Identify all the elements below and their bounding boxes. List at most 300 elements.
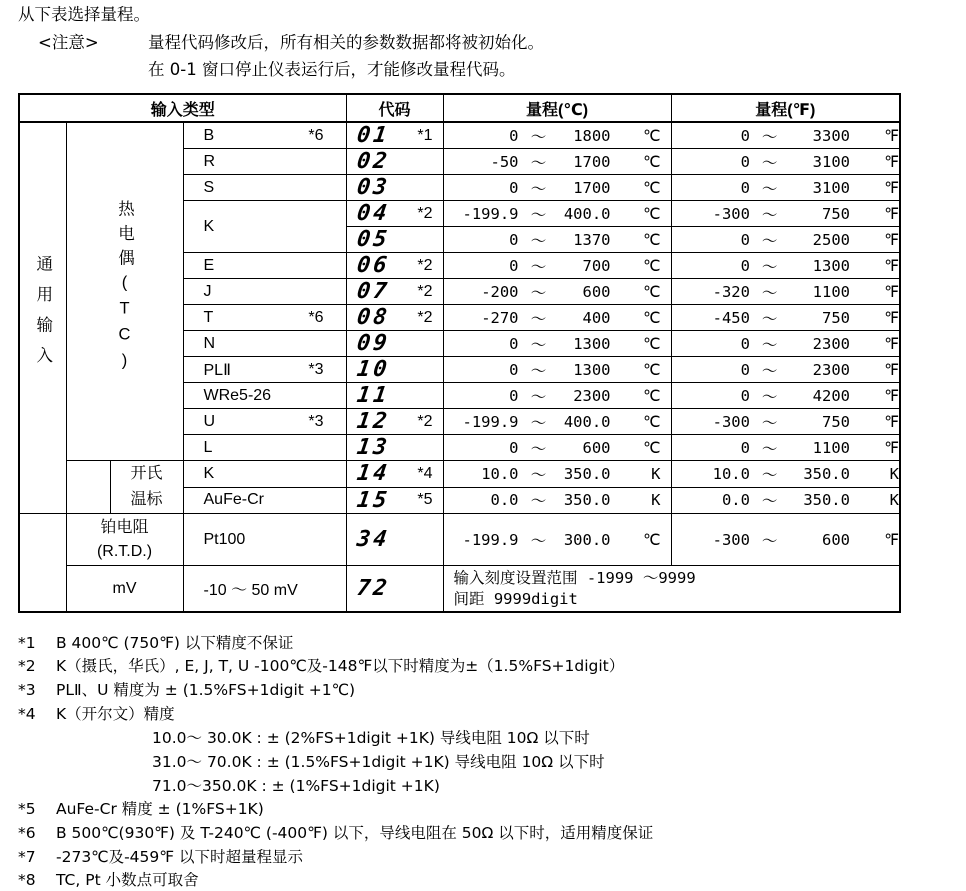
range-tilde: ～ <box>530 413 547 432</box>
range-low: -199.9 <box>462 204 519 223</box>
code-cell <box>346 253 443 279</box>
group-kelvin-line1: 开氏 <box>130 465 163 482</box>
type-name: WRe5-26 <box>203 386 272 404</box>
code-cell <box>346 487 443 514</box>
range-low: -199.9 <box>462 412 519 431</box>
range-unit: K <box>889 464 900 483</box>
type-name: PLⅡ <box>203 361 231 379</box>
range-high: 2300 <box>812 360 850 379</box>
footnote-text: TC, Pt 小数点可取舍 <box>56 871 199 889</box>
code-cell <box>346 305 443 331</box>
range-values <box>444 255 671 277</box>
range-values <box>444 307 671 329</box>
range-c-cell <box>443 253 671 279</box>
footnote-line <box>18 702 175 724</box>
code-cell <box>346 383 443 409</box>
range-values <box>444 385 671 407</box>
footnote-line <box>18 845 303 867</box>
range-code: 09 <box>354 331 391 356</box>
range-f-cell <box>671 383 900 409</box>
type-name-cell <box>183 279 346 305</box>
range-low: 0.0 <box>721 491 750 510</box>
range-values <box>444 411 671 433</box>
range-low: -450 <box>712 308 750 327</box>
code-cell <box>346 175 443 201</box>
range-unit: ℉ <box>884 178 900 197</box>
range-code: 02 <box>354 149 391 174</box>
header-range-f: 量程(℉) <box>671 94 900 122</box>
range-high: 3300 <box>812 126 850 145</box>
type-name: U <box>203 412 216 430</box>
code-cell <box>346 149 443 175</box>
mv-desc-2: 间距 9999digit <box>453 589 578 608</box>
range-c-cell <box>443 514 671 566</box>
range-unit: ℉ <box>884 204 900 223</box>
range-unit: ℉ <box>884 334 900 353</box>
range-unit: ℃ <box>643 360 661 379</box>
range-code: 08 <box>354 305 391 330</box>
range-unit: ℃ <box>643 530 661 549</box>
range-c-cell <box>443 357 671 383</box>
range-low: -320 <box>712 282 750 301</box>
range-tilde: ～ <box>530 231 547 250</box>
range-tilde: ～ <box>530 492 547 511</box>
range-f-cell <box>671 514 900 566</box>
footnote-line <box>152 726 590 748</box>
group-tc: 热电偶(TC) <box>115 200 134 378</box>
footnote-line <box>18 678 355 700</box>
range-tilde: ～ <box>530 361 547 380</box>
footnote-key: *8 <box>18 871 36 889</box>
range-high: 2300 <box>812 334 850 353</box>
code-note: *2 <box>417 282 433 300</box>
range-values <box>672 333 900 355</box>
footnote-text: B 400℃ (750℉) 以下精度不保证 <box>56 634 294 652</box>
range-tilde: ～ <box>761 179 778 198</box>
range-unit: ℃ <box>643 126 661 145</box>
table-row <box>19 122 900 149</box>
range-low: 0 <box>740 438 750 457</box>
type-name: B <box>203 126 215 144</box>
range-low: 0 <box>740 334 750 353</box>
range-high: 300.0 <box>563 530 611 549</box>
range-low: 0 <box>740 256 750 275</box>
range-f-cell <box>671 357 900 383</box>
type-note: *6 <box>308 126 324 144</box>
range-tilde: ～ <box>761 257 778 276</box>
range-c-cell <box>443 175 671 201</box>
range-code: 07 <box>354 279 391 304</box>
code-cell <box>346 566 443 613</box>
type-name: S <box>203 178 215 196</box>
code-note: *2 <box>417 204 433 222</box>
code-cell <box>346 227 443 253</box>
rtd-label-2: (R.T.D.) <box>96 542 153 560</box>
range-code: 10 <box>354 357 391 382</box>
range-high: 600 <box>582 438 611 457</box>
range-tilde: ～ <box>530 335 547 354</box>
footnote-line <box>18 821 653 843</box>
range-tilde: ～ <box>761 439 778 458</box>
intro-title: 从下表选择量程。 <box>18 5 150 24</box>
range-high: 1300 <box>573 334 611 353</box>
range-values <box>672 489 900 511</box>
range-values <box>672 281 900 303</box>
range-tilde: ～ <box>530 205 547 224</box>
range-tilde: ～ <box>530 127 547 146</box>
range-values <box>672 411 900 433</box>
range-tilde: ～ <box>530 309 547 328</box>
range-values <box>444 151 671 173</box>
range-f-cell <box>671 409 900 435</box>
range-code: 11 <box>354 383 391 408</box>
type-name: Pt100 <box>203 530 246 548</box>
range-tilde: ～ <box>761 283 778 302</box>
table-header-row <box>19 94 900 122</box>
range-unit: ℃ <box>643 178 661 197</box>
note-line-2: 在 0-1 窗口停止仪表运行后，才能修改量程代码。 <box>148 60 516 79</box>
range-low: -300 <box>712 412 750 431</box>
code-note: *1 <box>417 126 433 144</box>
range-f-cell <box>671 227 900 253</box>
type-name: N <box>203 334 216 352</box>
range-unit: ℉ <box>884 126 900 145</box>
range-values <box>672 255 900 277</box>
range-unit: ℉ <box>884 530 900 549</box>
range-c-cell <box>443 279 671 305</box>
range-values <box>672 203 900 225</box>
type-name-cell <box>183 357 346 383</box>
range-low: 0 <box>509 256 519 275</box>
range-high: 3100 <box>812 152 850 171</box>
range-tilde: ～ <box>530 531 547 550</box>
range-low: 0 <box>740 126 750 145</box>
range-values <box>444 359 671 381</box>
code-note: *4 <box>417 464 433 482</box>
footnote-key: *5 <box>18 800 36 818</box>
type-note: *6 <box>308 308 324 326</box>
range-tilde: ～ <box>761 465 778 484</box>
range-tilde: ～ <box>761 531 778 550</box>
range-unit: ℉ <box>884 256 900 275</box>
footnote-line <box>152 774 440 796</box>
type-name: K <box>203 217 215 235</box>
range-high: 600 <box>821 530 850 549</box>
range-values <box>672 125 900 147</box>
range-f-cell <box>671 122 900 149</box>
range-high: 350.0 <box>803 491 850 510</box>
range-unit: ℃ <box>643 438 661 457</box>
code-cell <box>346 279 443 305</box>
range-high: 350.0 <box>563 464 611 483</box>
range-high: 400.0 <box>563 412 611 431</box>
range-values <box>672 463 900 485</box>
type-name-cell <box>183 331 346 357</box>
range-c-cell <box>443 122 671 149</box>
mv-desc-1: 输入刻度设置范围 -1999 ～9999 <box>453 568 696 587</box>
range-high: 400 <box>582 308 611 327</box>
type-name-cell <box>183 149 346 175</box>
type-name-cell <box>183 383 346 409</box>
table-row <box>19 461 900 488</box>
header-code: 代码 <box>346 94 443 122</box>
range-high: 400.0 <box>563 204 611 223</box>
range-c-cell <box>443 383 671 409</box>
range-values <box>444 529 671 551</box>
range-code: 06 <box>354 253 391 278</box>
range-tilde: ～ <box>761 387 778 406</box>
range-values <box>672 177 900 199</box>
range-values <box>672 437 900 459</box>
range-values <box>672 529 900 551</box>
range-tilde: ～ <box>761 361 778 380</box>
range-low: 0 <box>509 178 519 197</box>
range-low: 0 <box>509 230 519 249</box>
code-cell <box>346 357 443 383</box>
range-low: -200 <box>481 282 519 301</box>
range-tilde: ～ <box>761 231 778 250</box>
range-low: 0 <box>740 178 750 197</box>
range-unit: ℉ <box>884 152 900 171</box>
range-c-cell <box>443 461 671 488</box>
note-label: <注意> <box>38 33 99 52</box>
footnote-key: *6 <box>18 824 36 842</box>
range-unit: ℃ <box>643 230 661 249</box>
type-name-cell <box>183 305 346 331</box>
range-high: 350.0 <box>563 491 611 510</box>
range-table <box>18 93 901 613</box>
range-tilde: ～ <box>530 153 547 172</box>
range-low: 0 <box>740 230 750 249</box>
range-f-cell <box>671 175 900 201</box>
type-name: E <box>203 256 215 274</box>
range-unit: ℃ <box>643 308 661 327</box>
range-high: 1300 <box>573 360 611 379</box>
range-values <box>672 385 900 407</box>
range-unit: ℉ <box>884 386 900 405</box>
range-values <box>444 333 671 355</box>
range-low: 0 <box>509 334 519 353</box>
range-tilde: ～ <box>530 179 547 198</box>
range-low: 0 <box>509 386 519 405</box>
range-low: 0 <box>740 386 750 405</box>
range-f-cell <box>671 201 900 227</box>
group-kelvin-cell <box>110 461 183 514</box>
range-tilde: ～ <box>530 465 547 484</box>
range-tilde: ～ <box>761 492 778 511</box>
range-low: -300 <box>712 204 750 223</box>
range-c-cell <box>443 435 671 461</box>
range-c-cell <box>443 487 671 514</box>
range-high: 2300 <box>573 386 611 405</box>
range-high: 1370 <box>573 230 611 249</box>
code-cell <box>346 435 443 461</box>
range-low: 0 <box>509 438 519 457</box>
range-high: 1800 <box>573 126 611 145</box>
range-unit: K <box>889 491 900 510</box>
type-name: AuFe-Cr <box>203 491 264 509</box>
code-cell <box>346 461 443 488</box>
type-name-cell <box>183 435 346 461</box>
range-unit: ℉ <box>884 360 900 379</box>
code-cell <box>346 331 443 357</box>
footnote-text: AuFe-Cr 精度 ± (1%FS+1K) <box>56 800 264 818</box>
type-name-cell <box>183 461 346 488</box>
type-name-cell <box>183 566 346 613</box>
footnote-text: 31.0～ 70.0K : ± (1.5%FS+1digit +1K) 导线电阻 10Ω 以下时 <box>152 753 605 771</box>
range-unit: ℉ <box>884 308 900 327</box>
range-high: 700 <box>582 256 611 275</box>
header-range-c: 量程(℃) <box>443 94 671 122</box>
range-low: 0.0 <box>490 491 519 510</box>
range-high: 1100 <box>812 282 850 301</box>
code-note: *2 <box>417 256 433 274</box>
range-f-cell <box>671 461 900 488</box>
range-unit: ℃ <box>643 334 661 353</box>
range-high: 4200 <box>812 386 850 405</box>
range-c-cell <box>443 227 671 253</box>
range-tilde: ～ <box>761 127 778 146</box>
code-cell <box>346 514 443 566</box>
range-values <box>444 463 671 485</box>
type-name: K <box>203 464 215 482</box>
range-unit: K <box>651 491 661 510</box>
group-general-cell <box>19 122 66 514</box>
range-unit: ℃ <box>643 204 661 223</box>
range-low: -300 <box>712 530 750 549</box>
range-low: 0 <box>740 152 750 171</box>
footnote-line <box>18 631 293 653</box>
range-values <box>444 229 671 251</box>
footnote-key: *1 <box>18 634 36 652</box>
type-name-cell <box>183 253 346 279</box>
type-name: T <box>203 308 214 326</box>
type-note: *3 <box>308 412 324 430</box>
range-unit: ℉ <box>884 230 900 249</box>
footnote-key: *7 <box>18 848 36 866</box>
range-code: 72 <box>354 576 391 601</box>
range-tilde: ～ <box>761 335 778 354</box>
type-name-cell <box>183 122 346 149</box>
footnote-text: -273℃及-459℉ 以下时超量程显示 <box>56 848 303 866</box>
footnote-text: 71.0～350.0K : ± (1%FS+1digit +1K) <box>152 777 440 795</box>
range-unit: ℃ <box>643 152 661 171</box>
range-code: 01 <box>354 123 391 148</box>
group-general-cont <box>19 514 66 613</box>
type-name: J <box>203 282 212 300</box>
range-code: 34 <box>354 527 391 552</box>
range-c-cell <box>443 201 671 227</box>
range-values <box>444 281 671 303</box>
code-cell <box>346 122 443 149</box>
footnote-key: *4 <box>18 705 36 723</box>
range-high: 1700 <box>573 152 611 171</box>
range-values <box>444 489 671 511</box>
range-values <box>444 203 671 225</box>
rtd-label-1: 铂电阻 <box>100 518 149 536</box>
footnote-line <box>18 654 624 676</box>
footnote-text: K（摄氏，华氏）, E, J, T, U -100℃及-148℉以下时精度为±（1.5%FS+1digit） <box>56 657 625 675</box>
range-values <box>444 437 671 459</box>
range-unit: ℃ <box>643 412 661 431</box>
range-code: 14 <box>354 461 391 487</box>
footnote-key: *3 <box>18 681 36 699</box>
code-note: *5 <box>417 491 433 509</box>
type-name-cell <box>183 409 346 435</box>
range-code: 15 <box>354 487 391 513</box>
type-name: R <box>203 152 216 170</box>
range-unit: K <box>651 464 661 483</box>
range-unit: ℃ <box>643 386 661 405</box>
range-code: 05 <box>354 227 391 252</box>
type-name-cell <box>183 175 346 201</box>
mv-label-cell: mV <box>66 566 183 613</box>
table-row-rtd <box>19 514 900 566</box>
footnote-key: *2 <box>18 657 36 675</box>
range-tilde: ～ <box>761 153 778 172</box>
range-tilde: ～ <box>530 283 547 302</box>
range-high: 750 <box>821 204 850 223</box>
rtd-label-cell <box>66 514 183 566</box>
range-tilde: ～ <box>530 439 547 458</box>
range-c-cell <box>443 305 671 331</box>
range-values <box>444 125 671 147</box>
range-f-cell <box>671 253 900 279</box>
range-f-cell <box>671 279 900 305</box>
range-unit: ℉ <box>884 438 900 457</box>
range-code: 04 <box>354 201 391 226</box>
range-values <box>672 229 900 251</box>
range-low: -50 <box>490 152 519 171</box>
header-input-type: 输入类型 <box>19 94 346 122</box>
range-tilde: ～ <box>761 413 778 432</box>
footnote-line <box>18 797 264 819</box>
table-row-mv <box>19 566 900 613</box>
range-f-cell <box>671 435 900 461</box>
range-high: 750 <box>821 412 850 431</box>
range-code: 13 <box>354 435 391 460</box>
code-note: *2 <box>417 308 433 326</box>
range-high: 1100 <box>812 438 850 457</box>
range-high: 600 <box>582 282 611 301</box>
type-name-cell <box>183 201 346 253</box>
footnote-line <box>152 750 605 772</box>
range-f-cell <box>671 149 900 175</box>
group-tc-cell <box>66 122 183 461</box>
range-low: 0 <box>509 126 519 145</box>
range-unit: ℉ <box>884 282 900 301</box>
range-low: 10.0 <box>712 464 750 483</box>
range-values <box>672 151 900 173</box>
type-name-cell <box>183 487 346 514</box>
range-tilde: ～ <box>761 205 778 224</box>
group-kelvin-line2: 温标 <box>130 491 163 508</box>
range-high: 1700 <box>573 178 611 197</box>
range-low: 0 <box>740 360 750 379</box>
footnote-text: B 500℃(930℉) 及 T-240℃ (-400℉) 以下，导线电阻在 50Ω 以下时，适用精度保证 <box>56 824 654 842</box>
note-line-1: 量程代码修改后，所有相关的参数数据都将被初始化。 <box>148 33 544 52</box>
footnote-line <box>18 868 199 890</box>
group-general: 通用输入 <box>33 254 52 377</box>
type-name: L <box>203 438 213 456</box>
range-high: 2500 <box>812 230 850 249</box>
range-tilde: ～ <box>530 257 547 276</box>
range-tilde: ～ <box>761 309 778 328</box>
range-high: 1300 <box>812 256 850 275</box>
range-f-cell <box>671 331 900 357</box>
range-high: 3100 <box>812 178 850 197</box>
footnote-text: 10.0～ 30.0K : ± (2%FS+1digit +1K) 导线电阻 10Ω 以下时 <box>152 729 590 747</box>
